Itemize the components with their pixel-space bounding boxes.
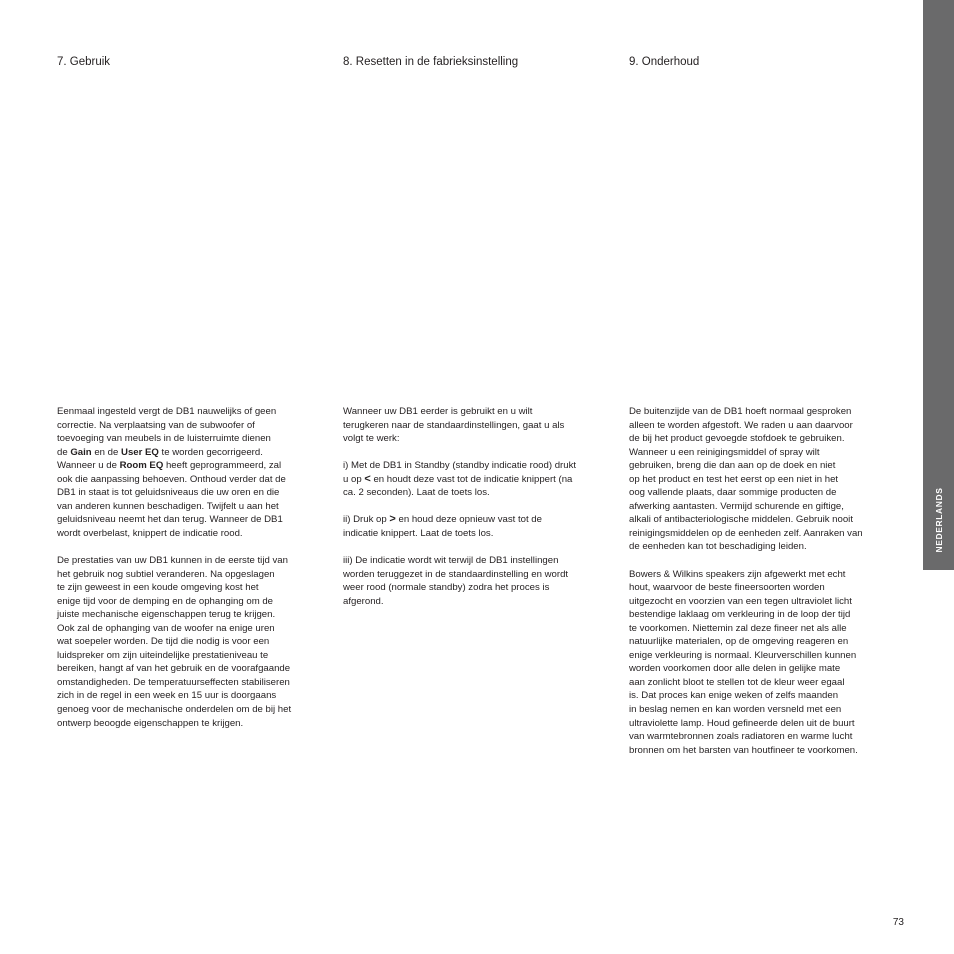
- text-line-segment: en houd deze opnieuw vast tot de: [395, 514, 542, 526]
- text-line-segment: in beslag nemen en kan worden versneld met een: [629, 704, 842, 716]
- text-line-segment: genoeg voor de mechanische onderdelen om de bij het: [57, 704, 292, 716]
- text-line-segment: alkali of antibacteriologische middelen. Gebruik nooit: [629, 514, 853, 526]
- text-line-segment: hout, waarvoor de beste fineersoorten worden: [629, 582, 825, 594]
- text-line-segment: te zijn geweest in een koude omgeving kost het: [57, 582, 259, 594]
- body-paragraph: [343, 405, 576, 446]
- text-line-segment: van anderen kunnen beschadigen. Twijfelt u aan het: [57, 500, 279, 512]
- language-tab-label-wrap: [923, 480, 954, 560]
- body-paragraph: [343, 513, 576, 540]
- text-line-segment: ook die aanpassing behoeven. Onthoud verder dat de: [57, 473, 286, 485]
- language-tab-label: NEDERLANDS: [933, 487, 944, 553]
- text-line-segment: Wanneer uw DB1 eerder is gebruikt en u wilt: [343, 406, 533, 417]
- text-line-segment: Bowers & Wilkins speakers zijn afgewerkt met echt: [629, 568, 846, 580]
- page-number: 73: [892, 917, 904, 928]
- text-line-segment: afgerond.: [343, 595, 384, 607]
- text-line-segment: uitgezocht en voorzien van een tegen ultraviolet licht: [629, 595, 852, 607]
- text-line-segment: het gebruik nog subtiel veranderen. Na opgeslagen: [57, 568, 275, 580]
- text-line-segment: indicatie knippert. Laat de toets los.: [343, 527, 494, 539]
- text-line-segment: juiste mechanische eigenschappen terug te krijgen.: [57, 609, 276, 621]
- text-line-segment: alleen te worden afgestoft. We raden u aan daarvoor: [629, 419, 853, 431]
- text-line-segment: enige tijd voor de demping en de ophanging om de: [57, 595, 274, 607]
- text-line-segment: op het product en test het eerst op een niet in het: [629, 473, 839, 485]
- text-line-segment: DB1 in staat is tot geluidsniveaus die uw oren en die: [57, 487, 280, 499]
- text-line-segment: worden teruggezet in de standaardinstelling en wordt: [343, 568, 569, 580]
- text-line-segment: weer rood (normale standby) zodra het proces is: [343, 582, 550, 594]
- text-line-segment: u op: [343, 473, 365, 485]
- text-line-segment: enige verkleuring is normaal. Kleurverschillen kunnen: [629, 649, 857, 661]
- text-line-segment: afwerking aantasten. Vermijd schurende en giftige,: [629, 500, 844, 512]
- text-line-segment: toevoeging van meubels in de luisterruimte dienen: [57, 433, 271, 445]
- control-name: Gain: [70, 446, 92, 458]
- text-line-segment: Eenmaal ingesteld vergt de DB1 nauwelijks of geen: [57, 406, 277, 417]
- text-line-segment: de bij het product gevoegde stofdoek te gebruiken.: [629, 433, 845, 445]
- section-heading-gebruik: 7. Gebruik: [57, 56, 111, 68]
- body-column-resetten: [343, 405, 576, 608]
- text-line-segment: bereiken, hangt af van het gebruik en de voorafgaande: [57, 663, 291, 675]
- text-line-segment: is. Dat proces kan enige weken of zelfs maanden: [629, 690, 839, 702]
- text-line-segment: i) Met de DB1 in Standby (standby indicatie rood) drukt: [343, 460, 577, 472]
- text-line-segment: bestendige laklaag om verkleuring in de loop der tijd: [629, 609, 851, 621]
- text-line-segment: iii) De indicatie wordt wit terwijl de DB1 instellingen: [343, 555, 559, 567]
- section-heading-resetten: 8. Resetten in de fabrieksinstelling: [343, 56, 519, 68]
- text-line-segment: van warmtebronnen zoals radiatoren en warme lucht: [629, 731, 853, 743]
- text-line-segment: natuurlijke materialen, op de omgeving reageren en: [629, 636, 849, 648]
- text-line-segment: reinigingsmiddelen op de eenheden zelf. Aanraken van: [629, 527, 863, 539]
- body-column-onderhoud: [629, 405, 863, 757]
- section-heading-onderhoud: 9. Onderhoud: [629, 56, 700, 68]
- text-line-segment: en de: [91, 446, 122, 458]
- text-line-segment: ca. 2 seconden). Laat de toets los.: [343, 487, 490, 499]
- text-line-segment: geluidsniveau neemt het dan terug. Wanneer de DB1: [57, 514, 283, 526]
- text-line-segment: de: [57, 446, 71, 458]
- body-paragraph: [57, 405, 291, 540]
- body-paragraph: [343, 554, 576, 608]
- body-column-gebruik: [57, 405, 291, 730]
- text-line-segment: De buitenzijde van de DB1 hoeft normaal gesproken: [629, 406, 852, 417]
- text-line-segment: en houdt deze vast tot de indicatie knippert (na: [370, 473, 573, 485]
- text-line-segment: te voorkomen. Niettemin zal deze fineer net als alle: [629, 622, 847, 634]
- text-line-segment: luidspreker om zijn uiteindelijke prestatieniveau te: [57, 649, 269, 661]
- text-line-segment: gebruiken, breng die dan aan op de doek en niet: [629, 460, 836, 472]
- left-arrow-key: <: [364, 472, 371, 485]
- body-paragraph: [629, 568, 863, 758]
- text-line-segment: Ook zal de ophanging van de woofer na enige uren: [57, 622, 275, 634]
- text-line-segment: oog vallende plaats, daar sommige producten de: [629, 487, 837, 499]
- text-line-segment: wordt overbelast, knippert de indicatie rood.: [57, 527, 243, 539]
- text-line-segment: Wanneer u de: [57, 460, 120, 472]
- text-line-segment: volgt te werk:: [343, 433, 400, 445]
- text-line-segment: ii) Druk op: [343, 514, 390, 526]
- text-line-segment: omstandigheden. De temperatuurseffecten stabiliseren: [57, 676, 290, 688]
- text-line-segment: worden voorkomen door alle delen in gelijke mate: [629, 663, 841, 675]
- text-line-segment: terugkeren naar de standaardinstellingen, gaat u als: [343, 419, 565, 431]
- control-name: Room EQ: [119, 460, 164, 472]
- body-paragraph: [629, 405, 863, 554]
- text-line-segment: correctie. Na verplaatsing van de subwoofer of: [57, 419, 255, 431]
- text-line-segment: ultraviolette lamp. Houd gefineerde delen uit de buurt: [629, 717, 855, 729]
- text-line-segment: aan zonlicht bloot te stellen tot de kleur weer egaal: [629, 676, 845, 688]
- text-line-segment: Wanneer u een reinigingsmiddel of spray wilt: [629, 446, 820, 458]
- language-side-tab: [923, 0, 954, 570]
- text-line-segment: zich in de regel in een week en 15 uur is doorgaans: [57, 690, 277, 702]
- text-line-segment: heeft geprogrammeerd, zal: [163, 460, 282, 472]
- body-paragraph: [343, 459, 576, 500]
- text-line-segment: de eenheden kan tot beschadiging leiden.: [629, 541, 807, 553]
- text-line-segment: De prestaties van uw DB1 kunnen in de eerste tijd van: [57, 555, 288, 567]
- control-name: User EQ: [121, 446, 159, 458]
- right-arrow-key: >: [389, 513, 396, 526]
- body-paragraph: [57, 554, 291, 730]
- text-line-segment: te worden gecorrigeerd.: [158, 446, 263, 458]
- text-line-segment: ontwerp beoogde eigenschappen te krijgen.: [57, 717, 244, 729]
- text-line-segment: wat soepeler worden. De tijd die nodig is voor een: [57, 636, 270, 648]
- text-line-segment: bronnen om het barsten van houtfineer te voorkomen.: [629, 744, 858, 756]
